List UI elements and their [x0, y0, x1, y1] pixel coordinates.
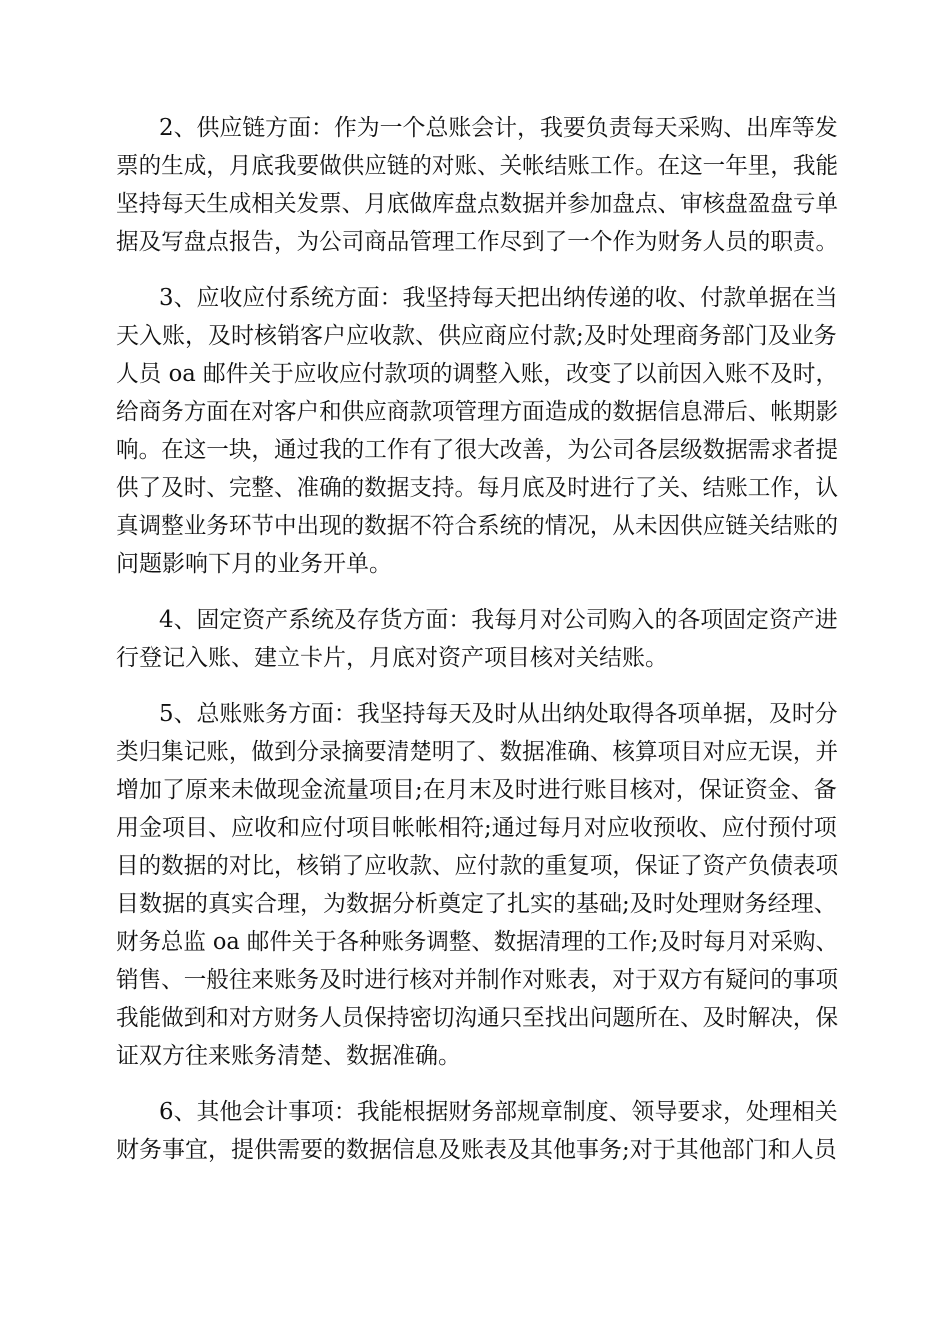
paragraph-5-line-2: 类归集记账，做到分录摘要清楚明了、数据准确、核算项目对应无误，并	[116, 739, 838, 765]
paragraph-5-line-4: 用金项目、应收和应付项目帐帐相符;通过每月对应收预收、应付预付项	[116, 815, 837, 841]
paragraph-3-line-4: 给商务方面在对客户和供应商款项管理方面造成的数据信息滞后、帐期影	[116, 399, 838, 425]
paragraph-5-line-7: 财务总监 oa 邮件关于各种账务调整、数据清理的工作;及时每月对采购、	[116, 929, 838, 955]
paragraph-3-line-2: 天入账，及时核销客户应收款、供应商应付款;及时处理商务部门及业务	[116, 323, 837, 349]
paragraph-6-line-1: 6、其他会计事项：我能根据财务部规章制度、领导要求，处理相关	[159, 1099, 838, 1125]
paragraph-5-line-3: 增加了原来未做现金流量项目;在月末及时进行账目核对，保证资金、备	[116, 777, 837, 803]
paragraph-4-line-2: 行登记入账、建立卡片，月底对资产项目核对关结账。	[116, 645, 668, 671]
paragraph-5-line-10: 证双方往来账务清楚、数据准确。	[116, 1043, 461, 1069]
paragraph-3-line-3: 人员 oa 邮件关于应收应付款项的调整入账，改变了以前因入账不及时，	[116, 361, 839, 387]
paragraph-5-line-9: 我能做到和对方财务人员保持密切沟通只至找出问题所在、及时解决，保	[116, 1005, 838, 1031]
paragraph-2-line-1: 2、供应链方面：作为一个总账会计，我要负责每天采购、出库等发	[159, 115, 838, 141]
paragraph-3-line-6: 供了及时、完整、准确的数据支持。每月底及时进行了关、结账工作，认	[116, 475, 838, 501]
paragraph-4-line-1: 4、固定资产系统及存货方面：我每月对公司购入的各项固定资产进	[159, 607, 838, 633]
paragraph-5-line-5: 目的数据的对比，核销了应收款、应付款的重复项，保证了资产负债表项	[116, 853, 838, 879]
paragraph-3-line-7: 真调整业务环节中出现的数据不符合系统的情况，从未因供应链关结账的	[116, 513, 838, 539]
paragraph-2-line-4: 据及写盘点报告，为公司商品管理工作尽到了一个作为财务人员的职责。	[116, 229, 838, 255]
paragraph-3-line-5: 响。在这一块，通过我的工作有了很大改善，为公司各层级数据需求者提	[116, 437, 838, 463]
paragraph-2-line-3: 坚持每天生成相关发票、月底做库盘点数据并参加盘点、审核盘盈盘亏单	[116, 191, 838, 217]
paragraph-5-line-6: 目数据的真实合理，为数据分析奠定了扎实的基础;及时处理财务经理、	[116, 891, 837, 917]
paragraph-3-line-1: 3、应收应付系统方面：我坚持每天把出纳传递的收、付款单据在当	[159, 285, 838, 311]
paragraph-6-line-2: 财务事宜，提供需要的数据信息及账表及其他事务;对于其他部门和人员	[116, 1137, 837, 1163]
paragraph-3-line-8: 问题影响下月的业务开单。	[116, 551, 392, 577]
paragraph-5-line-8: 销售、一般往来账务及时进行核对并制作对账表，对于双方有疑问的事项	[116, 967, 838, 993]
paragraph-2-line-2: 票的生成，月底我要做供应链的对账、关帐结账工作。在这一年里，我能	[116, 153, 838, 179]
paragraph-5-line-1: 5、总账账务方面：我坚持每天及时从出纳处取得各项单据，及时分	[159, 701, 838, 727]
